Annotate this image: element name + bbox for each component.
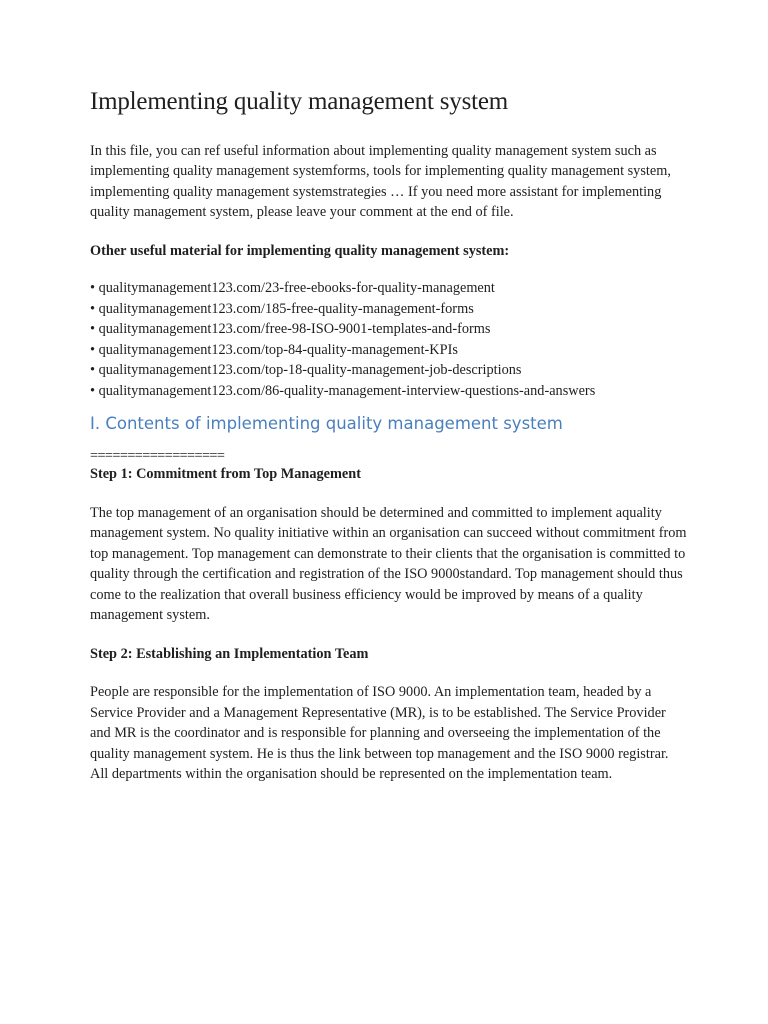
- link-item[interactable]: • qualitymanagement123.com/23-free-ebooks-for-quality-management: [90, 278, 688, 299]
- link-item[interactable]: • qualitymanagement123.com/86-quality-management-interview-questions-and-answers: [90, 381, 688, 402]
- link-item[interactable]: • qualitymanagement123.com/free-98-ISO-9001-templates-and-forms: [90, 319, 688, 340]
- link-item[interactable]: • qualitymanagement123.com/top-84-quality-management-KPIs: [90, 340, 688, 361]
- link-item[interactable]: • qualitymanagement123.com/top-18-quality-management-job-descriptions: [90, 360, 688, 381]
- step-2-body: People are responsible for the implementation of ISO 9000. An implementation team, headed by a Service Provider and a Management Representative (MR), is to be established. The Service Provider and MR is the coordinator and is responsible for planning and overseeing the implementation of the quality management system. He is thus the link between top management and the ISO 9000 registrar. All departments within the organisation should be represented on the implementation team.: [90, 684, 669, 783]
- step-2-heading: Step 2: Establishing an Implementation Team: [90, 645, 369, 662]
- document-title: Implementing quality management system: [90, 88, 508, 115]
- step-1-heading: Step 1: Commitment from Top Management: [90, 466, 361, 483]
- separator-line: ==================: [90, 448, 225, 465]
- step-1-body: The top management of an organisation should be determined and committed to implement aquality management system. No quality initiative within an organisation can succeed without commitment from top management. Top management can demonstrate to their clients that the organisation is committed to quality through the certification and registration of the ISO 9000standard. Top management should thus come to the realization that overall business efficiency would be improved by means of a quality management system.: [90, 504, 687, 624]
- section-heading: I. Contents of implementing quality management system: [90, 414, 563, 433]
- useful-links-list: [90, 278, 688, 401]
- link-item[interactable]: • qualitymanagement123.com/185-free-quality-management-forms: [90, 299, 688, 320]
- intro-paragraph: In this file, you can ref useful information about implementing quality management system such as implementing quality management systemforms, tools for implementing quality management system, implementing quality management systemstrategies … If you need more assistant for implementing quality management system, please leave your comment at the end of file.: [90, 142, 671, 220]
- other-material-heading: Other useful material for implementing quality management system:: [90, 242, 510, 259]
